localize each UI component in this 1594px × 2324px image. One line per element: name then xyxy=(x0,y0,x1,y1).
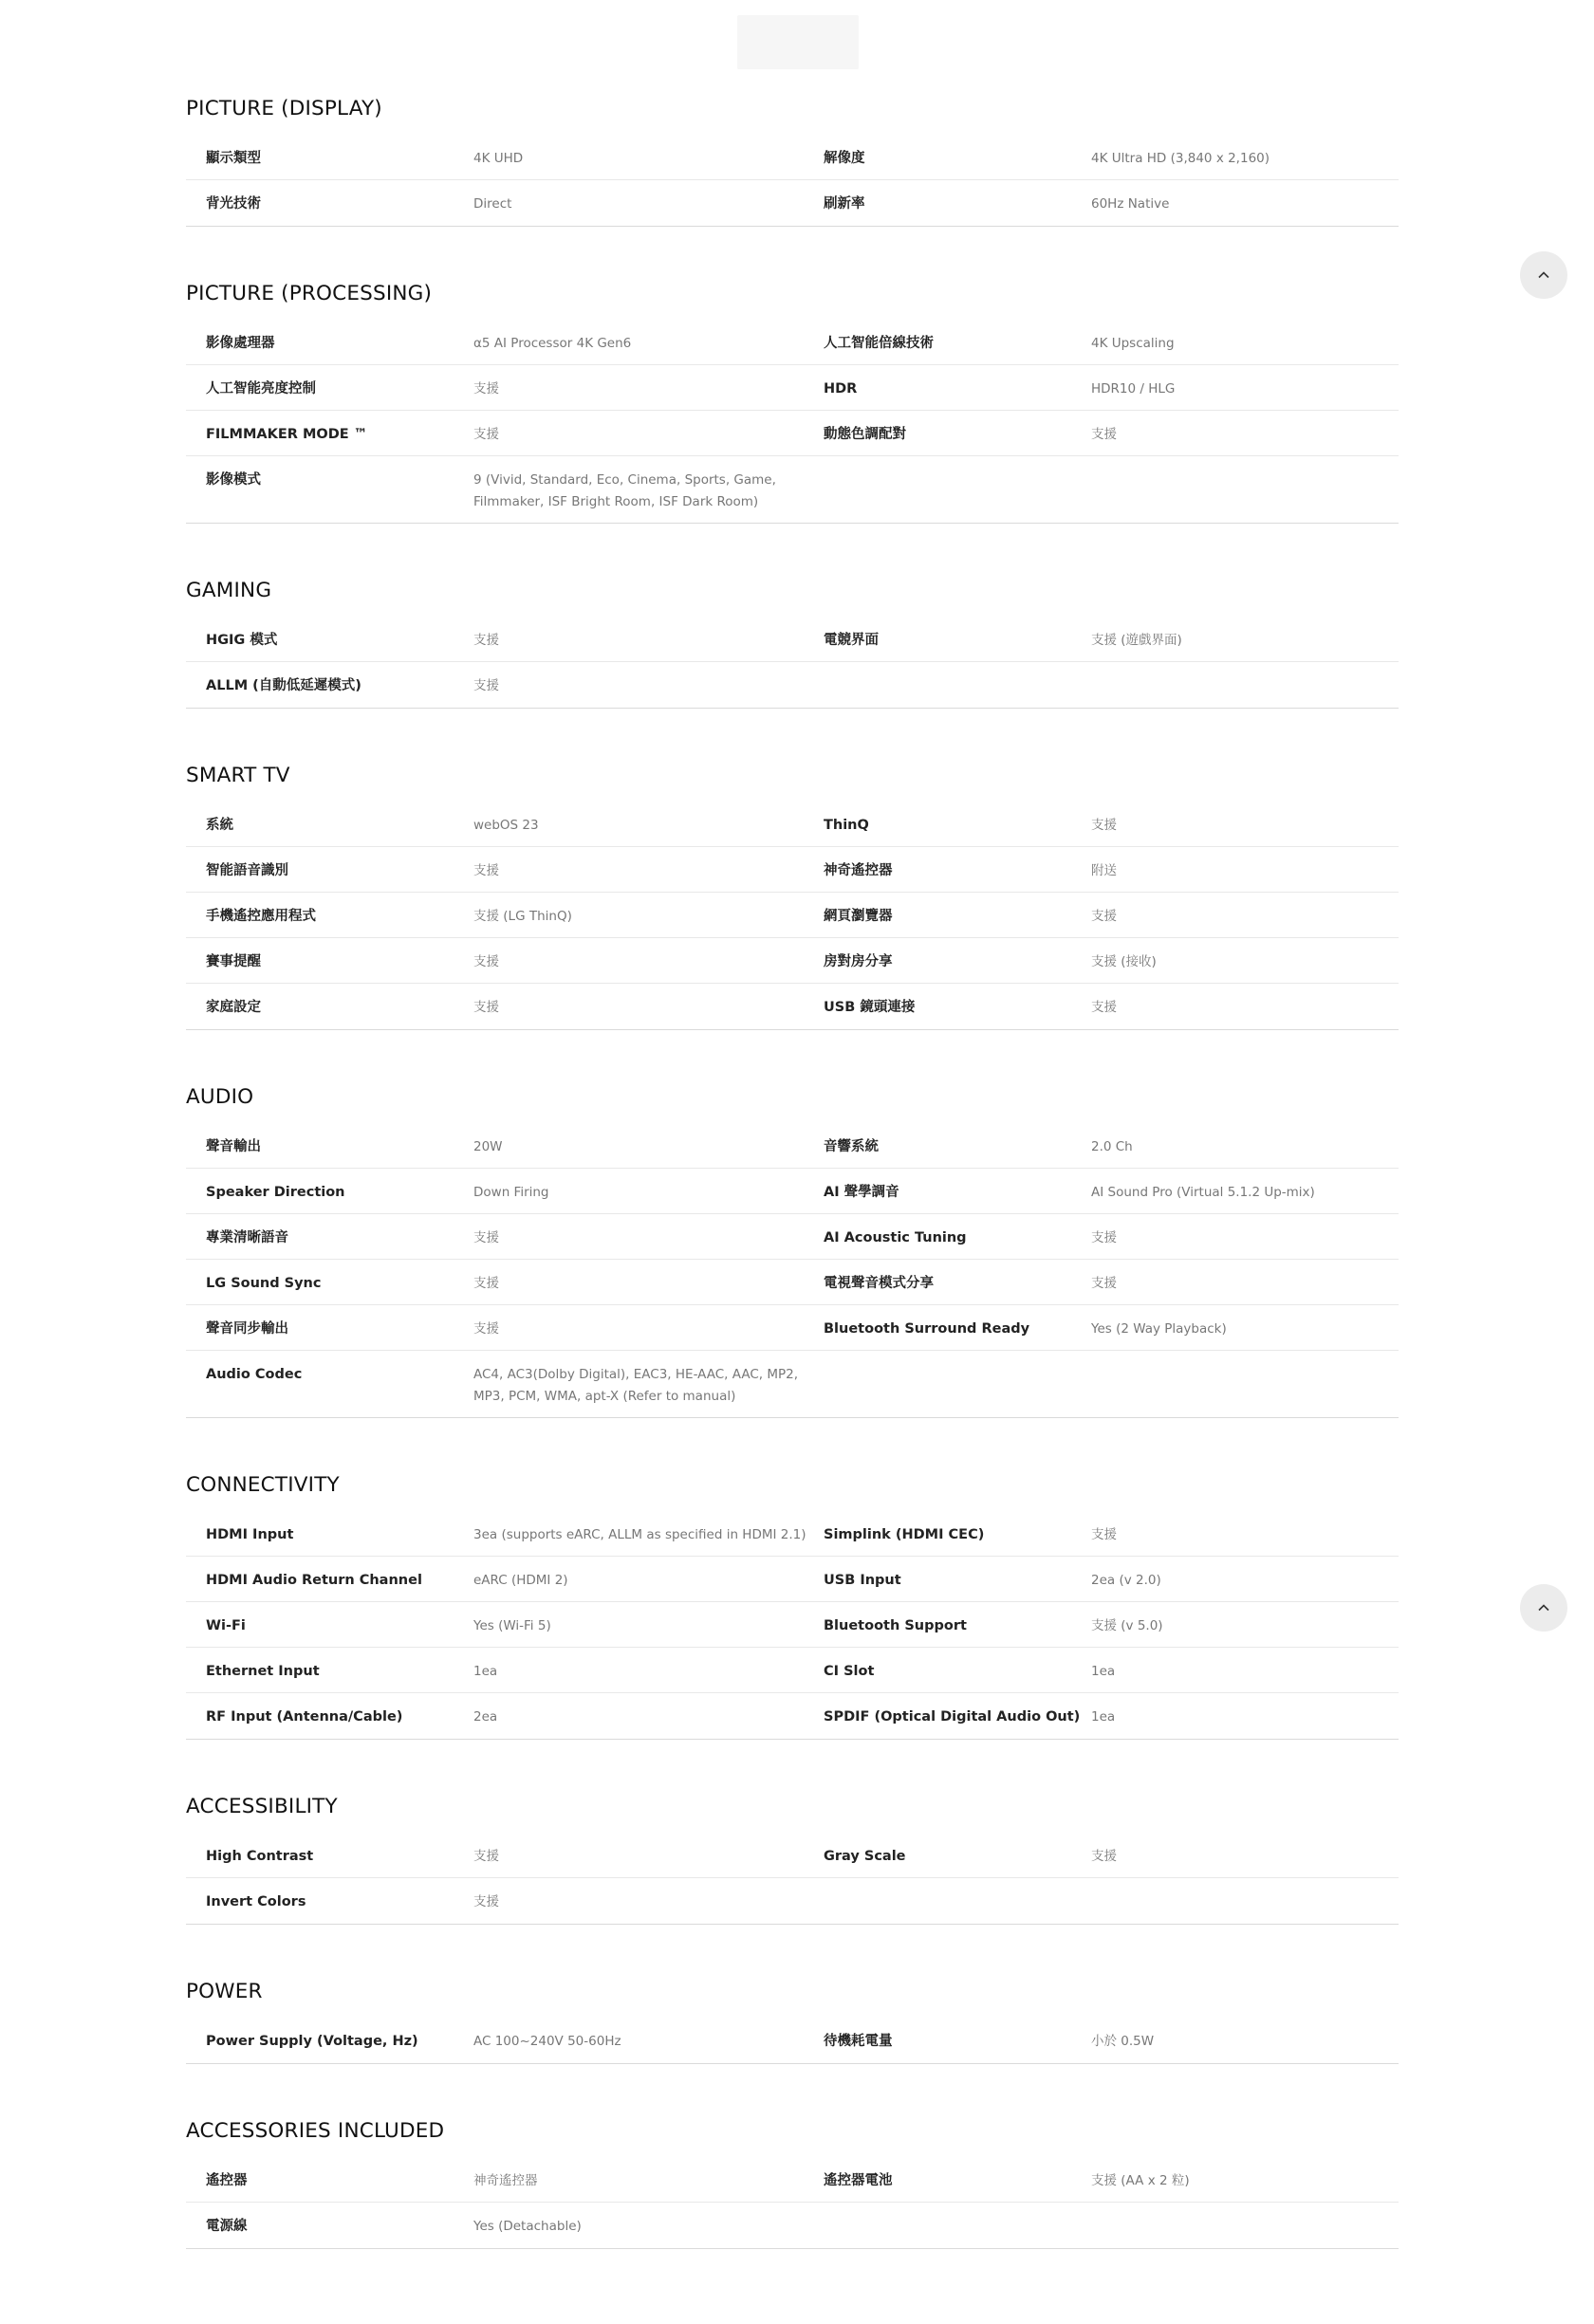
chevron-up-icon xyxy=(1535,1599,1552,1616)
section-title: PICTURE (DISPLAY) xyxy=(186,97,382,120)
spec-label: High Contrast xyxy=(206,1849,314,1864)
spec-value: webOS 23 xyxy=(473,818,539,833)
spec-row xyxy=(186,2203,1399,2248)
spec-label: LG Sound Sync xyxy=(206,1276,322,1291)
spec-value: 支援 xyxy=(473,381,499,397)
spec-label: 房對房分享 xyxy=(824,954,893,969)
spec-section xyxy=(186,278,1399,524)
spec-row xyxy=(186,1214,1399,1260)
spec-label: 背光技術 xyxy=(206,196,261,212)
spec-row xyxy=(186,1260,1399,1305)
spec-row xyxy=(186,617,1399,662)
section-title: ACCESSIBILITY xyxy=(186,1795,338,1818)
spec-label: 專業清晰語音 xyxy=(206,1230,288,1245)
spec-label: Invert Colors xyxy=(206,1894,306,1909)
spec-value: 1ea xyxy=(1091,1709,1116,1725)
spec-value: Direct xyxy=(473,196,512,212)
section-title: AUDIO xyxy=(186,1085,254,1109)
spec-value: Yes (2 Way Playback) xyxy=(1091,1321,1227,1337)
spec-value: 支援 xyxy=(473,1849,499,1864)
spec-value: 支援 xyxy=(473,427,499,442)
spec-label: 聲音輸出 xyxy=(206,1139,261,1154)
spec-label: FILMMAKER MODE ™ xyxy=(206,427,368,442)
section-title: SMART TV xyxy=(186,764,290,787)
spec-value: 支援 xyxy=(1091,1230,1117,1245)
spec-value: 2.0 Ch xyxy=(1091,1139,1133,1154)
spec-label: 網頁瀏覽器 xyxy=(824,909,893,924)
spec-row xyxy=(186,938,1399,984)
spec-label: Ethernet Input xyxy=(206,1664,320,1679)
spec-value: 9 (Vivid, Standard, Eco, Cinema, Sports, Game, Filmmaker, ISF Bright Room, ISF Dark Room) xyxy=(473,472,776,509)
spec-value: 支援 xyxy=(1091,1849,1117,1864)
spec-value: 2ea (v 2.0) xyxy=(1091,1573,1161,1588)
spec-row xyxy=(186,1693,1399,1739)
spec-value: 4K UHD xyxy=(473,151,524,166)
spec-label: 系統 xyxy=(206,818,233,833)
spec-label: HDMI Input xyxy=(206,1527,294,1542)
spec-label: 遙控器電池 xyxy=(824,2173,893,2188)
spec-label: SPDIF (Optical Digital Audio Out) xyxy=(824,1709,1081,1725)
spec-label: Wi-Fi xyxy=(206,1618,246,1633)
spec-row xyxy=(186,1833,1399,1878)
spec-table xyxy=(186,617,1399,709)
spec-value: AI Sound Pro (Virtual 5.1.2 Up-mix) xyxy=(1091,1185,1315,1200)
spec-label: AI Acoustic Tuning xyxy=(824,1230,967,1245)
spec-label: 解像度 xyxy=(824,151,865,166)
spec-value: 支援 xyxy=(1091,909,1117,924)
spec-label: 待機耗電量 xyxy=(824,2034,893,2049)
spec-label: 手機遙控應用程式 xyxy=(206,909,316,924)
spec-label: RF Input (Antenna/Cable) xyxy=(206,1709,403,1725)
spec-value: Yes (Wi-Fi 5) xyxy=(473,1618,551,1633)
spec-value: HDR10 / HLG xyxy=(1091,381,1176,397)
spec-value: 支援 xyxy=(473,863,499,878)
section-title: PICTURE (PROCESSING) xyxy=(186,282,433,305)
spec-table xyxy=(186,2018,1399,2064)
spec-label: 人工智能亮度控制 xyxy=(206,381,316,397)
spec-value: 支援 xyxy=(473,1894,499,1909)
spec-value: 支援 xyxy=(1091,1527,1117,1542)
spec-value: Down Firing xyxy=(473,1185,549,1200)
spec-label: 電競界面 xyxy=(824,633,879,648)
spec-section xyxy=(186,1976,1399,2064)
spec-value: 支援 xyxy=(473,954,499,969)
spec-table xyxy=(186,1511,1399,1740)
spec-value: Yes (Detachable) xyxy=(473,2219,582,2234)
spec-section xyxy=(186,2115,1399,2249)
spec-row xyxy=(186,411,1399,456)
spec-label: HGIG 模式 xyxy=(206,633,278,648)
spec-row xyxy=(186,365,1399,411)
spec-label: Power Supply (Voltage, Hz) xyxy=(206,2034,418,2049)
spec-row xyxy=(186,984,1399,1029)
spec-row xyxy=(186,1351,1399,1417)
spec-label: Bluetooth Support xyxy=(824,1618,967,1633)
spec-label: Simplink (HDMI CEC) xyxy=(824,1527,985,1542)
scroll-to-top-button[interactable] xyxy=(1520,1584,1567,1632)
spec-value: 4K Upscaling xyxy=(1091,336,1175,351)
spec-section xyxy=(186,1469,1399,1740)
spec-value: 1ea xyxy=(1091,1664,1116,1679)
spec-value: 支援 xyxy=(473,1230,499,1245)
scroll-to-top-button[interactable] xyxy=(1520,251,1567,299)
spec-row xyxy=(186,802,1399,847)
spec-label: 影像處理器 xyxy=(206,336,275,351)
spec-label: ALLM (自動低延遲模式) xyxy=(206,678,361,693)
spec-value: AC4, AC3(Dolby Digital), EAC3, HE-AAC, AAC, MP2, MP3, PCM, WMA, apt-X (Refer to manual) xyxy=(473,1367,799,1404)
spec-value: 支援 xyxy=(473,1321,499,1337)
spec-label: 音響系統 xyxy=(824,1139,879,1154)
spec-label: 電源線 xyxy=(206,2219,248,2234)
spec-label: 影像模式 xyxy=(206,472,261,488)
spec-label: 電視聲音模式分享 xyxy=(824,1276,934,1291)
spec-label: USB 鏡頭連接 xyxy=(824,1000,916,1015)
spec-value: 4K Ultra HD (3,840 x 2,160) xyxy=(1091,151,1270,166)
spec-value: 支援 xyxy=(1091,1000,1117,1015)
spec-value: 附送 xyxy=(1091,863,1117,878)
spec-table xyxy=(186,802,1399,1030)
spec-section xyxy=(186,93,1399,227)
spec-value: 支援 (AA x 2 粒) xyxy=(1091,2173,1190,2188)
spec-value: 60Hz Native xyxy=(1091,196,1170,212)
spec-value: 支援 (v 5.0) xyxy=(1091,1618,1163,1633)
spec-label: AI 聲學調音 xyxy=(824,1185,899,1200)
spec-section xyxy=(186,1081,1399,1418)
section-title: CONNECTIVITY xyxy=(186,1473,340,1497)
spec-row xyxy=(186,320,1399,365)
spec-table xyxy=(186,320,1399,524)
chevron-up-icon xyxy=(1535,267,1552,284)
spec-label: 刷新率 xyxy=(824,196,865,212)
spec-label: 賽事提醒 xyxy=(206,954,261,969)
spec-table xyxy=(186,2157,1399,2249)
spec-row xyxy=(186,2157,1399,2203)
spec-label: 家庭設定 xyxy=(206,1000,261,1015)
spec-row xyxy=(186,135,1399,180)
spec-label: Bluetooth Surround Ready xyxy=(824,1321,1030,1337)
spec-value: 小於 0.5W xyxy=(1091,2034,1155,2049)
spec-label: 聲音同步輸出 xyxy=(206,1321,288,1337)
spec-value: 支援 xyxy=(473,678,499,693)
spec-value: 3ea (supports eARC, ALLM as specified in HDMI 2.1) xyxy=(473,1527,806,1542)
spec-row xyxy=(186,662,1399,708)
spec-value: 支援 xyxy=(473,633,499,648)
spec-row xyxy=(186,1305,1399,1351)
spec-value: AC 100~240V 50-60Hz xyxy=(473,2034,621,2049)
spec-label: 智能語音識別 xyxy=(206,863,288,878)
spec-value: 支援 (LG ThinQ) xyxy=(473,909,572,924)
spec-label: Gray Scale xyxy=(824,1849,906,1864)
spec-label: Audio Codec xyxy=(206,1367,303,1382)
spec-row xyxy=(186,847,1399,893)
spec-label: 人工智能倍線技術 xyxy=(824,336,934,351)
spec-value: 支援 xyxy=(1091,1276,1117,1291)
spec-label: 動態色調配對 xyxy=(824,427,906,442)
spec-row xyxy=(186,1602,1399,1648)
spec-value: α5 AI Processor 4K Gen6 xyxy=(473,336,632,351)
spec-row xyxy=(186,1511,1399,1557)
spec-value: 支援 (接收) xyxy=(1091,954,1157,969)
spec-label: 遙控器 xyxy=(206,2173,248,2188)
spec-row xyxy=(186,1878,1399,1924)
spec-row xyxy=(186,1169,1399,1214)
spec-value: 1ea xyxy=(473,1664,498,1679)
spec-label: USB Input xyxy=(824,1573,901,1588)
section-title: POWER xyxy=(186,1980,263,2003)
spec-label: CI Slot xyxy=(824,1664,875,1679)
spec-label: HDMI Audio Return Channel xyxy=(206,1573,422,1588)
spec-row xyxy=(186,1648,1399,1693)
spec-row xyxy=(186,180,1399,226)
spec-label: Speaker Direction xyxy=(206,1185,345,1200)
section-title: ACCESSORIES INCLUDED xyxy=(186,2119,445,2143)
spec-label: ThinQ xyxy=(824,818,869,833)
spec-section xyxy=(186,1791,1399,1925)
spec-value: 神奇遙控器 xyxy=(473,2173,538,2188)
spec-value: 支援 (遊戲界面) xyxy=(1091,633,1182,648)
spec-label: 神奇遙控器 xyxy=(824,863,893,878)
spec-value: 2ea xyxy=(473,1709,498,1725)
spec-sheet xyxy=(186,93,1399,2300)
spec-label: HDR xyxy=(824,381,858,397)
spec-value: 支援 xyxy=(1091,427,1117,442)
spec-value: 支援 xyxy=(473,1276,499,1291)
spec-value: 支援 xyxy=(473,1000,499,1015)
section-title: GAMING xyxy=(186,579,272,602)
spec-row xyxy=(186,893,1399,938)
spec-section xyxy=(186,575,1399,709)
spec-row xyxy=(186,1123,1399,1169)
spec-row xyxy=(186,1557,1399,1602)
spec-value: eARC (HDMI 2) xyxy=(473,1573,568,1588)
spec-row xyxy=(186,456,1399,523)
spec-row xyxy=(186,2018,1399,2063)
spec-value: 支援 xyxy=(1091,818,1117,833)
spec-table xyxy=(186,1833,1399,1925)
spec-value: 20W xyxy=(473,1139,503,1154)
spec-section xyxy=(186,760,1399,1030)
spec-table xyxy=(186,1123,1399,1418)
spec-table xyxy=(186,135,1399,227)
spec-label: 顯示類型 xyxy=(206,151,261,166)
top-placeholder-image xyxy=(737,15,859,69)
